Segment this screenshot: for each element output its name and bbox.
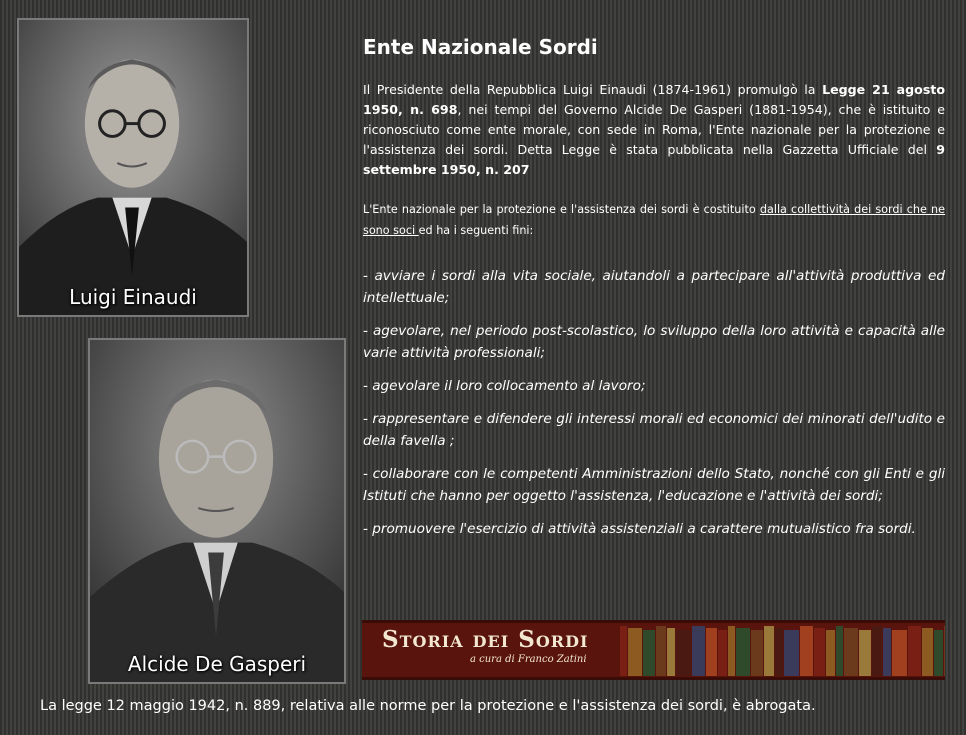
book-spine [784, 630, 799, 676]
book-spine [872, 626, 882, 676]
einaudi-caption: Luigi Einaudi [69, 285, 197, 309]
book-spine [643, 630, 655, 676]
book-spine [706, 628, 717, 676]
purposes-intro-underlined: dalla collettività dei sordi che ne sono soci [363, 203, 946, 237]
degasperi-portrait [90, 340, 344, 682]
book-spine [656, 626, 666, 676]
list-item: - agevolare il loro collocamento al lavoro; [363, 378, 646, 394]
book-spine [620, 626, 627, 676]
storia-dei-sordi-banner[interactable] [362, 620, 945, 680]
book-spine [892, 630, 907, 676]
list-item: - rappresentare e difendere gli interessi morali ed economici dei minorati dell'udito e della favella ; [363, 411, 945, 449]
book-spine [628, 628, 642, 676]
book-spine [775, 628, 783, 676]
book-spine [908, 626, 921, 676]
footer-note: La legge 12 maggio 1942, n. 889, relativa alle norme per la protezione e l'assistenza dei sordi, è abrogata. [40, 698, 816, 714]
purposes-list [363, 265, 945, 551]
book-spine [736, 628, 750, 676]
book-spine [764, 626, 774, 676]
book-spine [944, 626, 945, 676]
list-item: - collaborare con le competenti Amministrazioni dello Stato, nonché con gli Enti e gli Istituti che hanno per oggetto l'assistenza, l'educazione e l'attività dei sordi; [363, 466, 945, 504]
einaudi-portrait [19, 20, 247, 315]
list-item: - promuovere l'esercizio di attività assistenziali a carattere mutualistico fra sordi. [363, 521, 916, 537]
banner-subtitle: a cura di Franco Zatini [470, 654, 587, 665]
book-spine [814, 628, 825, 676]
einaudi-photo [17, 18, 249, 317]
book-spine [800, 626, 813, 676]
book-spine [667, 628, 675, 676]
book-spine [718, 630, 727, 676]
book-spine [728, 626, 735, 676]
book-spine [934, 630, 943, 676]
book-spine [836, 626, 843, 676]
book-spine [883, 628, 891, 676]
page-title: Ente Nazionale Sordi [363, 35, 598, 59]
purposes-intro-text-2: ed ha i seguenti fini: [418, 224, 534, 237]
degasperi-caption: Alcide De Gasperi [127, 652, 307, 676]
list-item: - agevolare, nel periodo post-scolastico, lo sviluppo della loro attività e capacità alle varie attività professionali; [363, 323, 945, 361]
book-spine [922, 628, 933, 676]
intro-law-reference: Legge 21 agosto 1950, n. 698 [363, 82, 945, 117]
book-spine [692, 626, 705, 676]
book-spine [676, 630, 691, 676]
intro-paragraph [363, 80, 945, 180]
purposes-intro-text-1: L'Ente nazionale per la protezione e l'assistenza dei sordi è costituito [363, 203, 760, 216]
intro-gazette-reference: 9 settembre 1950, n. 207 [363, 142, 945, 177]
list-item: - avviare i sordi alla vita sociale, aiutandoli a partecipare all'attività produttiva ed intellettuale; [363, 268, 945, 306]
intro-text-2: , nei tempi del Governo Alcide De Gasperi (1881-1954), che è istituito e riconosciuto come ente morale, con sede in Roma, l'Ente nazionale per la protezione e l'assistenza dei sordi. Detta Legge è stata pubblicata nella Gazzetta Ufficiale del [363, 102, 945, 157]
degasperi-photo [88, 338, 346, 684]
purposes-intro [363, 199, 945, 241]
book-spine [859, 630, 871, 676]
intro-text-1: Il Presidente della Repubblica Luigi Einaudi (1874-1961) promulgò la [363, 82, 823, 97]
book-spine [751, 630, 763, 676]
book-spine [826, 630, 835, 676]
banner-title: Storia dei Sordi [382, 626, 589, 653]
book-spine [844, 628, 858, 676]
